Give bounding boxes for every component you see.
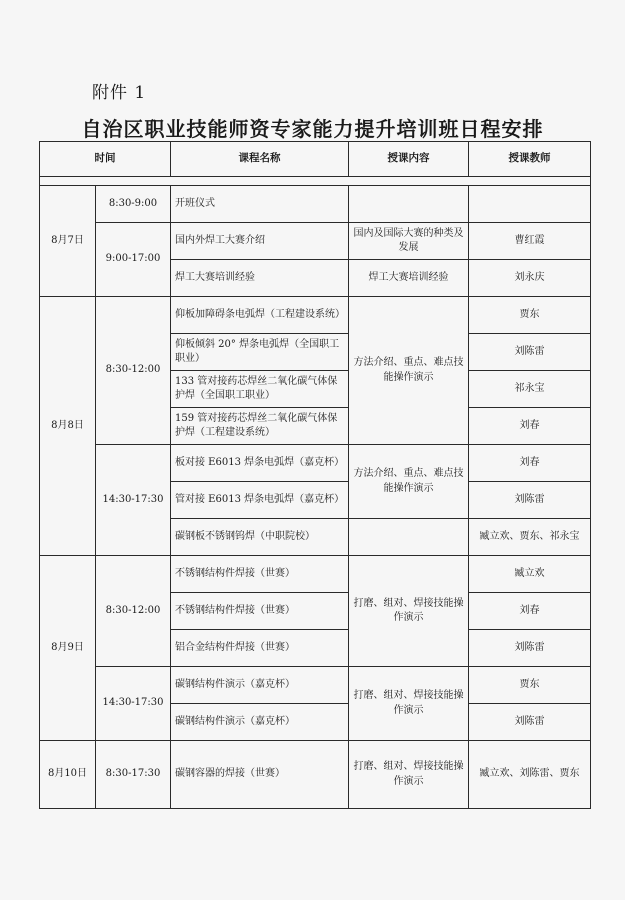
course-cell: 铝合金结构件焊接（世赛） — [171, 630, 349, 667]
teacher-cell: 臧立欢 — [469, 556, 591, 593]
teacher-cell: 刘陈雷 — [469, 334, 591, 371]
time-cell: 8:30-17:30 — [96, 741, 171, 809]
time-cell: 9:00-17:00 — [96, 223, 171, 297]
time-cell: 14:30-17:30 — [96, 445, 171, 556]
course-cell: 管对接 E6013 焊条电弧焊（嘉克杯） — [171, 482, 349, 519]
table-row — [40, 186, 591, 223]
table-row — [40, 741, 591, 809]
course-cell: 159 管对接药芯焊丝二氧化碳气体保护焊（工程建设系统） — [171, 408, 349, 445]
course-cell: 不锈钢结构件焊接（世赛） — [171, 593, 349, 630]
course-cell: 不锈钢结构件焊接（世赛） — [171, 556, 349, 593]
teacher-cell: 刘春 — [469, 593, 591, 630]
table-row — [40, 223, 591, 260]
time-cell: 8:30-9:00 — [96, 186, 171, 223]
content-cell-empty — [349, 519, 469, 556]
course-cell: 开班仪式 — [171, 186, 349, 223]
date-cell: 8月8日 — [40, 297, 96, 556]
content-cell: 方法介绍、重点、难点技能操作演示 — [349, 445, 469, 519]
course-cell: 焊工大赛培训经验 — [171, 260, 349, 297]
teacher-cell: 刘陈雷 — [469, 704, 591, 741]
course-cell: 碳钢容器的焊接（世赛） — [171, 741, 349, 809]
table-row — [40, 667, 591, 704]
header-content: 授课内容 — [349, 142, 469, 177]
teacher-cell: 贾东 — [469, 667, 591, 704]
course-cell: 碳钢结构件演示（嘉克杯） — [171, 704, 349, 741]
header-time: 时间 — [40, 142, 171, 177]
date-cell: 8月10日 — [40, 741, 96, 809]
content-cell: 打磨、组对、焊接技能操作演示 — [349, 667, 469, 741]
header-row — [40, 142, 591, 177]
content-cell: 方法介绍、重点、难点技能操作演示 — [349, 297, 469, 445]
time-cell: 14:30-17:30 — [96, 667, 171, 741]
teacher-cell: 贾东 — [469, 297, 591, 334]
schedule-table — [39, 141, 591, 809]
date-cell: 8月7日 — [40, 186, 96, 297]
teacher-cell: 臧立欢、刘陈雷、贾东 — [469, 741, 591, 809]
teacher-cell: 刘春 — [469, 445, 591, 482]
date-cell: 8月9日 — [40, 556, 96, 741]
header-teacher: 授课教师 — [469, 142, 591, 177]
teacher-cell: 刘永庆 — [469, 260, 591, 297]
attachment-label: 附件 1 — [92, 83, 147, 103]
table-row — [40, 445, 591, 482]
course-cell: 板对接 E6013 焊条电弧焊（嘉克杯） — [171, 445, 349, 482]
content-cell: 国内及国际大赛的种类及发展 — [349, 223, 469, 260]
content-cell-empty — [349, 186, 469, 223]
course-cell: 国内外焊工大赛介绍 — [171, 223, 349, 260]
table-row — [40, 297, 591, 334]
teacher-cell: 刘春 — [469, 408, 591, 445]
teacher-cell: 刘陈雷 — [469, 482, 591, 519]
spacer-cell — [40, 177, 591, 186]
course-cell: 133 管对接药芯焊丝二氧化碳气体保护焊（全国职工职业） — [171, 371, 349, 408]
teacher-cell: 曹红霞 — [469, 223, 591, 260]
teacher-cell: 刘陈雷 — [469, 630, 591, 667]
spacer-row — [40, 177, 591, 186]
content-cell: 焊工大赛培训经验 — [349, 260, 469, 297]
document-title: 自治区职业技能师资专家能力提升培训班日程安排 — [81, 117, 544, 141]
course-cell: 仰板倾斜 20° 焊条电弧焊（全国职工职业） — [171, 334, 349, 371]
content-cell: 打磨、组对、焊接技能操作演示 — [349, 741, 469, 809]
course-cell: 碳钢结构件演示（嘉克杯） — [171, 667, 349, 704]
table-row — [40, 556, 591, 593]
teacher-cell-empty — [469, 186, 591, 223]
course-cell: 碳钢板不锈钢钨焊（中职院校） — [171, 519, 349, 556]
time-cell: 8:30-12:00 — [96, 297, 171, 445]
course-cell: 仰板加障碍条电弧焊（工程建设系统） — [171, 297, 349, 334]
teacher-cell: 臧立欢、贾东、祁永宝 — [469, 519, 591, 556]
header-course: 课程名称 — [171, 142, 349, 177]
time-cell: 8:30-12:00 — [96, 556, 171, 667]
content-cell: 打磨、组对、焊接技能操作演示 — [349, 556, 469, 667]
teacher-cell: 祁永宝 — [469, 371, 591, 408]
